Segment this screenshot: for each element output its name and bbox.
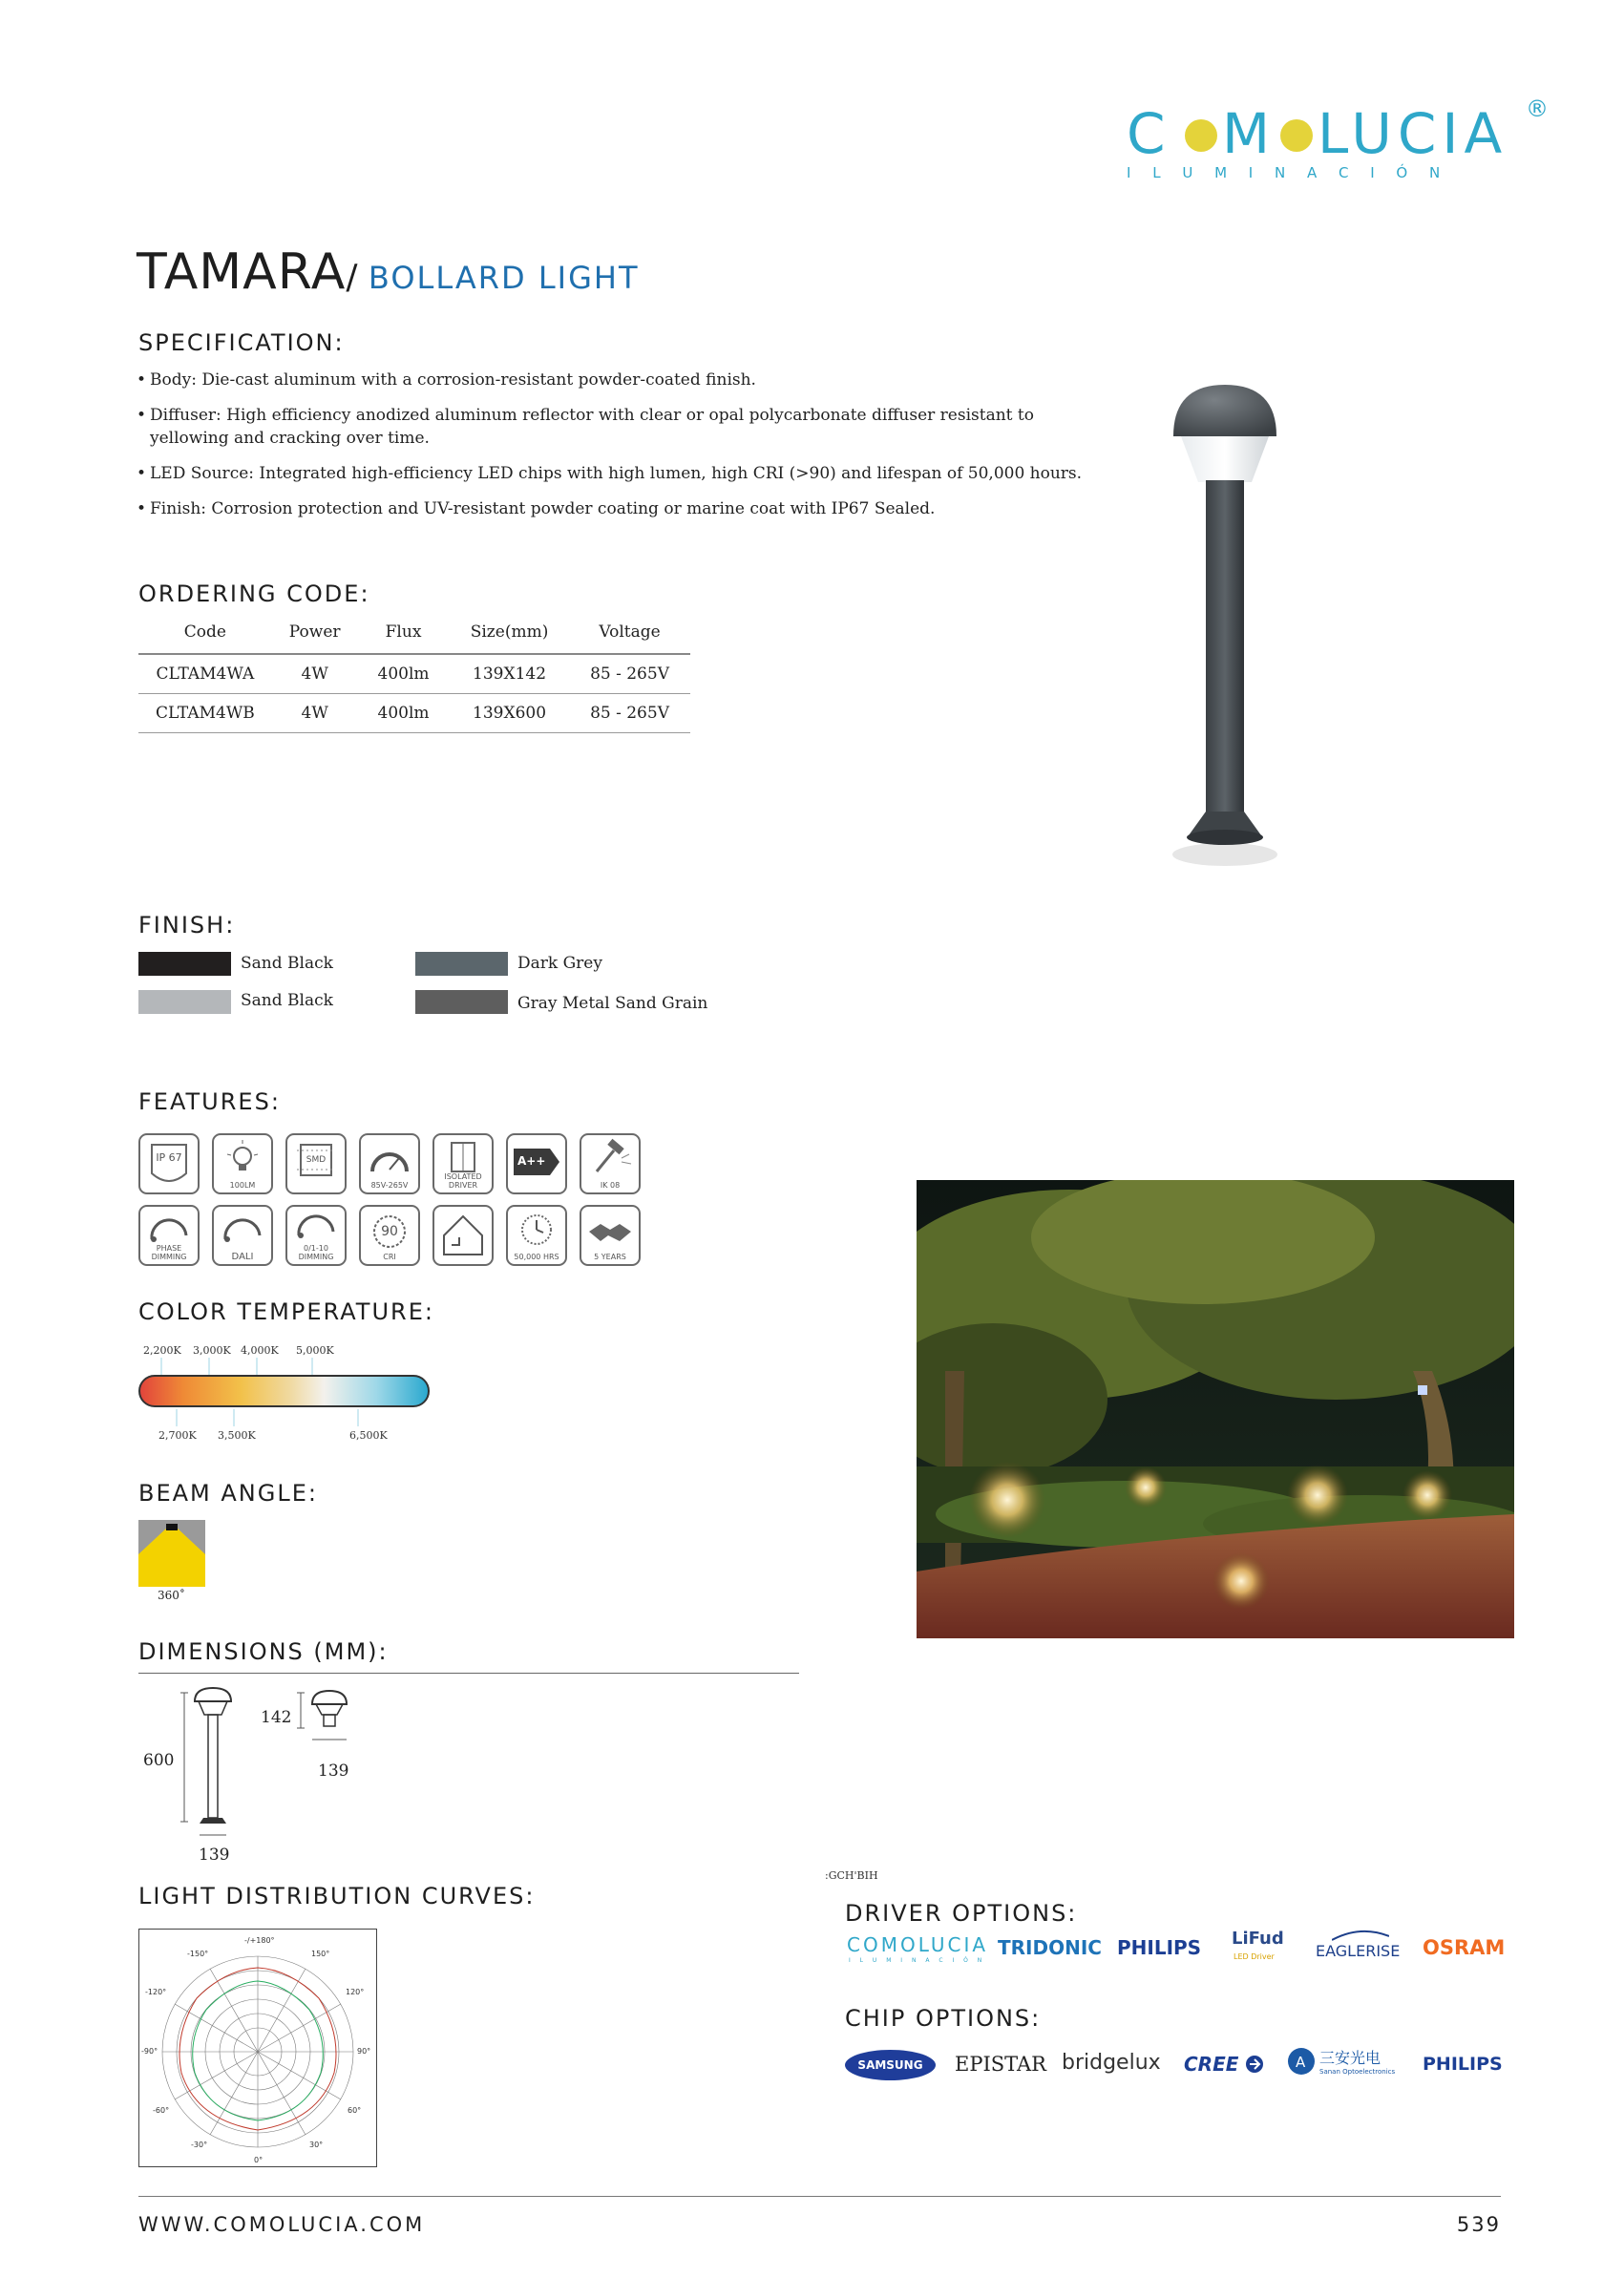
chips-heading: CHIP OPTIONS: xyxy=(845,2005,1042,2032)
table-cell: 4W xyxy=(272,694,358,733)
lifespan-clock-icon xyxy=(506,1205,567,1266)
features-heading: FEATURES: xyxy=(138,1088,281,1115)
drivers-heading: DRIVER OPTIONS: xyxy=(845,1900,1078,1927)
product-type: BOLLARD LIGHT xyxy=(368,260,640,296)
chip-logo-cree: CREE xyxy=(1184,2053,1239,2076)
voltage-text: 85V-265V xyxy=(370,1181,409,1190)
table-cell: CLTAM4WB xyxy=(138,694,272,733)
polar-label: -30° xyxy=(191,2141,208,2149)
application-photo xyxy=(917,1180,1514,1638)
dali-text: DALI xyxy=(231,1252,254,1262)
dim-tall-width: 139 xyxy=(199,1846,230,1865)
column-header: Flux xyxy=(358,611,450,654)
driver-logo-philips: PHILIPS xyxy=(1117,1936,1202,1959)
table-cell: CLTAM4WA xyxy=(138,654,272,694)
table-cell: 139X600 xyxy=(450,694,570,733)
dimensions-divider xyxy=(138,1673,799,1674)
table-row xyxy=(138,694,690,733)
finish-heading: FINISH: xyxy=(138,912,236,939)
product-name: TAMARA xyxy=(137,243,347,301)
ct-top-label: 4,000K xyxy=(241,1344,279,1357)
chip-logo-samsung xyxy=(845,2050,936,2080)
dim-short-height: 142 xyxy=(261,1708,292,1727)
ordering-heading: ORDERING CODE: xyxy=(138,580,370,607)
spec-item: • Finish: Corrosion protection and UV-resistant powder coating or marine coat with IP67 Sealed. xyxy=(137,497,1152,520)
table-cell: 4W xyxy=(272,654,358,694)
dimming-text: 0/1-10 DIMMING xyxy=(298,1244,334,1261)
product-image xyxy=(1160,377,1289,869)
polar-label: -120° xyxy=(145,1988,167,1996)
spec-list xyxy=(137,369,1139,533)
finish-swatch xyxy=(138,952,231,976)
samsung-text: SAMSUNG xyxy=(857,2058,923,2072)
driver-logo-eaglerise: EAGLERISE xyxy=(1316,1942,1401,1960)
voltage-gauge-icon xyxy=(359,1133,420,1194)
dali-icon xyxy=(212,1205,273,1266)
brand-subtitle: I L U M I N A C I Ó N xyxy=(1127,164,1449,181)
svg-text:LUCIA: LUCIA xyxy=(1318,101,1508,166)
bulb-icon xyxy=(212,1133,273,1194)
dimming-010-icon xyxy=(285,1205,347,1266)
spec-item: • LED Source: Integrated high-efficiency LED chips with high lumen, high CRI (>90) and lifespan of 50,000 hours. xyxy=(137,462,1152,485)
beam-label: 360˚ xyxy=(158,1589,185,1602)
isolated-text: ISOLATED DRIVER xyxy=(444,1172,482,1190)
cri-value: 90 xyxy=(381,1224,398,1239)
polar-label: 120° xyxy=(346,1988,365,1996)
specification-heading: SPECIFICATION: xyxy=(138,329,345,356)
cri-text: CRI xyxy=(383,1253,396,1261)
column-header: Size(mm) xyxy=(450,611,570,654)
energy-class-icon xyxy=(506,1133,567,1194)
spec-item: • Diffuser: High efficiency anodized aluminum reflector with clear or opal polycarbonate diffuser resistant to yellowing and cracking over time. xyxy=(137,404,1105,450)
column-header: Code xyxy=(138,611,272,654)
table-row xyxy=(138,654,690,694)
ct-bottom-label: 3,500K xyxy=(218,1429,256,1442)
table-cell: 85 - 265V xyxy=(570,654,690,694)
ip67-text: IP 67 xyxy=(156,1151,182,1164)
footer-divider xyxy=(138,2196,1501,2197)
finish-label: Sand Black xyxy=(241,991,333,1010)
spec-item: • Body: Die-cast aluminum with a corrosion-resistant powder-coated finish. xyxy=(137,369,1152,391)
registered-mark: ® xyxy=(1526,95,1549,122)
finish-label: Dark Grey xyxy=(517,954,602,973)
driver-logo-osram: OSRAM xyxy=(1423,1936,1506,1959)
bulb-text: 100LM xyxy=(229,1181,256,1190)
cri-icon xyxy=(359,1205,420,1266)
phase-text: PHASE DIMMING xyxy=(151,1244,187,1261)
column-header: Voltage xyxy=(570,611,690,654)
chip-logo-bridgelux: bridgelux xyxy=(1062,2051,1161,2075)
polar-label: 30° xyxy=(309,2141,324,2149)
ct-top-label: 5,000K xyxy=(296,1344,334,1357)
eaglerise-swoosh-icon xyxy=(1332,1929,1389,1942)
energy-text: A++ xyxy=(517,1154,546,1168)
svg-text:C: C xyxy=(1127,101,1175,166)
dimensions-heading: DIMENSIONS (MM): xyxy=(138,1638,389,1665)
smd-text: SMD xyxy=(306,1155,327,1165)
dim-short-width: 139 xyxy=(318,1761,349,1781)
finish-swatch xyxy=(415,952,508,976)
polar-diagram xyxy=(138,1929,377,2167)
finish-label: Sand Black xyxy=(241,954,333,973)
polar-label: 60° xyxy=(348,2106,362,2115)
chip-logo-sanan-sub: Sanan Optoelectronics xyxy=(1319,2068,1396,2076)
finish-label: Gray Metal Sand Grain xyxy=(517,994,708,1013)
smd-chip-icon xyxy=(285,1133,347,1194)
ik08-text: IK 08 xyxy=(600,1181,621,1190)
handshake-icon xyxy=(580,1205,641,1266)
column-header: Power xyxy=(272,611,358,654)
color-temp-heading: COLOR TEMPERATURE: xyxy=(138,1298,434,1325)
ct-bottom-label: 6,500K xyxy=(349,1429,388,1442)
driver-logo-lifud: LiFud xyxy=(1232,1929,1284,1949)
sanan-logo-icon xyxy=(1287,2045,1316,2078)
table-cell: 85 - 265V xyxy=(570,694,690,733)
polar-label: -/+180° xyxy=(244,1936,275,1945)
title-separator: / xyxy=(346,258,369,297)
driver-logo-comolucia: COMOLUCIA xyxy=(847,1933,989,1956)
dim-tall-height: 600 xyxy=(143,1751,175,1770)
table-header-row xyxy=(138,611,690,654)
chip-logo-epistar: EPISTAR xyxy=(955,2053,1046,2076)
ct-top-label: 3,000K xyxy=(193,1344,231,1357)
ref-code: :GCH'BIH xyxy=(825,1869,878,1882)
svg-text:A: A xyxy=(1296,2054,1306,2071)
ct-top-label: 2,200K xyxy=(143,1344,181,1357)
footer-url[interactable]: WWW.COMOLUCIA.COM xyxy=(138,2213,426,2236)
ip67-icon xyxy=(138,1133,200,1194)
indoor-house-icon xyxy=(432,1205,494,1266)
driver-logo-lifud-sub: LED Driver xyxy=(1234,1952,1275,1961)
hammer-icon xyxy=(580,1133,641,1194)
polar-label: -150° xyxy=(187,1950,209,1958)
brand-logo xyxy=(1127,95,1547,191)
isolated-driver-icon xyxy=(432,1133,494,1194)
finish-swatch xyxy=(138,990,231,1014)
polar-label: -60° xyxy=(153,2106,170,2115)
distribution-heading: LIGHT DISTRIBUTION CURVES: xyxy=(138,1883,536,1909)
table-cell: 400lm xyxy=(358,694,450,733)
svg-text:M: M xyxy=(1222,101,1275,166)
driver-logo-tridonic: TRIDONIC xyxy=(998,1936,1102,1959)
chip-logo-sanan: 三安光电 xyxy=(1319,2049,1381,2067)
table-cell: 139X142 xyxy=(450,654,570,694)
cree-arrow-icon xyxy=(1245,2055,1264,2074)
lifespan-text: 50,000 HRS xyxy=(514,1253,559,1261)
beam-heading: BEAM ANGLE: xyxy=(138,1480,318,1507)
driver-logo-comolucia-sub: I L U M I N A C I Ó N xyxy=(849,1957,986,1964)
table-cell: 400lm xyxy=(358,654,450,694)
color-temp-bar xyxy=(138,1375,430,1407)
warranty-text: 5 YEARS xyxy=(594,1253,626,1261)
page-number: 539 xyxy=(1456,2213,1501,2236)
page-title xyxy=(137,243,640,301)
chip-logo-philips: PHILIPS xyxy=(1423,2054,1503,2075)
polar-label: 90° xyxy=(357,2047,371,2056)
finish-swatch xyxy=(415,990,508,1014)
polar-label: 150° xyxy=(311,1950,330,1958)
beam-angle-icon xyxy=(138,1520,205,1587)
polar-label: 0° xyxy=(254,2156,264,2164)
polar-label: -90° xyxy=(141,2047,158,2056)
ordering-table xyxy=(138,611,690,733)
phase-dimming-icon xyxy=(138,1205,200,1266)
ct-bottom-label: 2,700K xyxy=(158,1429,197,1442)
